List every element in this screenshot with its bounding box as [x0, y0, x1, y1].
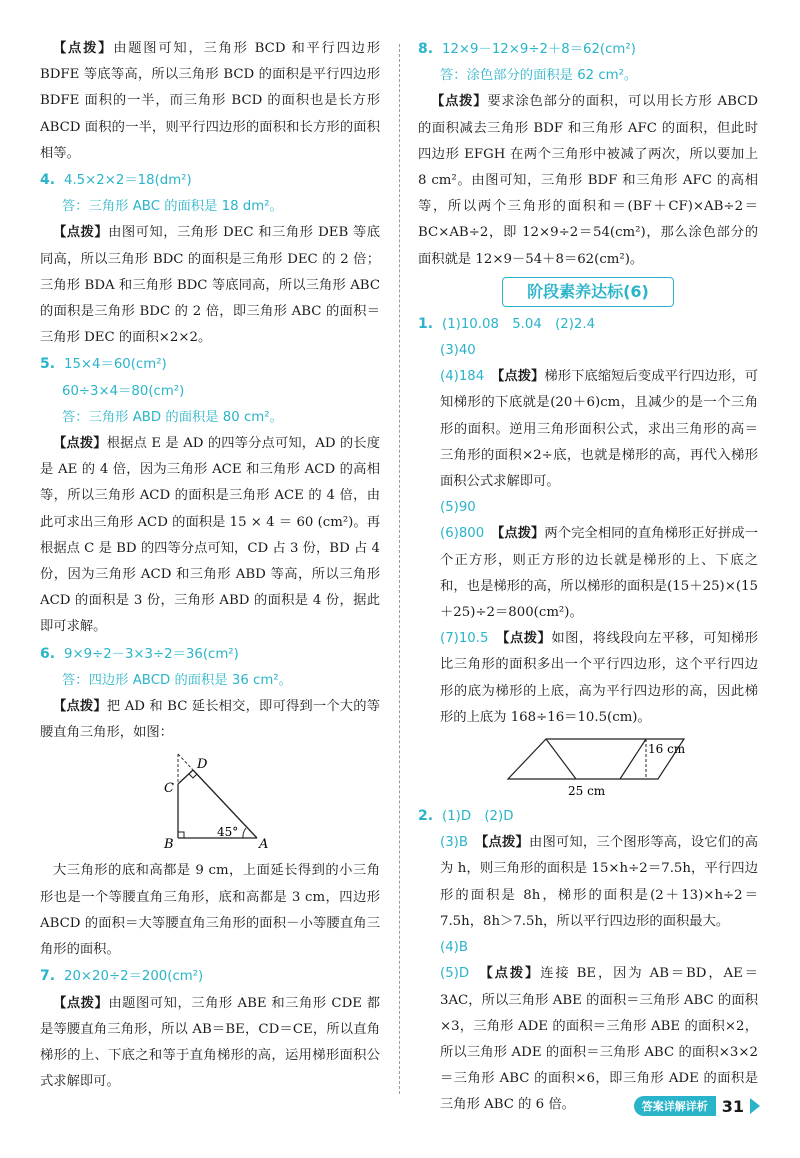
label-angle: 45° — [217, 825, 239, 840]
paragraph-2-3 — [418, 830, 758, 935]
tip-text: 由图可知，三个图形等高，设它们的高为 h，则三角形的面积是 15×h÷2＝7.5h，平行四边形的面积是 8h，梯形的面积是(2＋13)×h÷2＝7.5h，8h＞7.5h，所以平行四边形的面积最大。 — [440, 835, 759, 929]
diagonal-line — [546, 739, 576, 779]
page-number: 31 — [721, 1096, 744, 1116]
answer-6: 答：四边形 ABCD 的面积是 36 cm²。 — [62, 672, 292, 688]
tip-label: 【点拨】 — [481, 835, 529, 851]
question-number: 1. — [418, 315, 434, 332]
tip-label: 【点拨】 — [486, 966, 541, 982]
right-angle-mark — [178, 832, 184, 838]
formula: 15×4＝60(cm²) — [64, 357, 167, 373]
tip-label: 【点拨】 — [431, 94, 488, 110]
base-label: 25 cm — [568, 784, 606, 799]
tip-text: 把 AD 和 BC 延长相交，即可得到一个大的等腰直角三角形，如图： — [40, 699, 381, 741]
answer-8: 答：涂色部分的面积是 62 cm²。 — [440, 68, 638, 84]
question-2 — [418, 803, 758, 830]
formula: 9×9÷2－3×3÷2＝36(cm²) — [64, 646, 239, 662]
tip-label: 【点拨】 — [53, 699, 107, 715]
answer-1-3: (3)40 — [440, 343, 476, 359]
triangle-figure — [145, 748, 275, 856]
right-column — [418, 36, 758, 1119]
question-number: 6. — [40, 645, 56, 662]
question-1 — [418, 311, 758, 338]
tip-text: 梯形下底缩短后变成平行四边形，可知梯形的下底就是(20＋6)cm，且减少的是一个三角形的面积。逆用三角形面积公式，求出三角形的高＝三角形的面积×2÷底，也就是梯形的高，再代入梯形面积公式求解即可。 — [440, 369, 759, 490]
right-angle-mark — [189, 774, 197, 778]
label-b: B — [164, 837, 174, 853]
paragraph-tip-4 — [40, 220, 380, 351]
answer: (1)D (2)D — [442, 809, 514, 825]
question-number: 2. — [418, 808, 434, 825]
footer-label: 答案详解详析 — [634, 1096, 716, 1116]
formula: 12×9－12×9÷2＋8＝62(cm²) — [442, 42, 636, 57]
answer: (7)10.5 — [440, 631, 489, 647]
paragraph-tip-8 — [418, 89, 758, 272]
edge-cd — [178, 770, 193, 784]
tip-text: 连接 BE，因为 AB＝BD，AE＝3AC，所以三角形 ABE 的面积＝三角形 ABC 的面积×3，三角形 ADE 的面积＝三角形 ABE 的面积×2，所以三角形 ADE 的面积＝三角形 ABC 的面积×3×2＝三角形 ABC 的面积×6，即三角形 ADE 的面积是三角形 ABC 的 6 倍。 — [440, 966, 759, 1113]
answer: (5)D — [440, 966, 470, 982]
tip-text: 由图可知，三角形 DEC 和三角形 DEB 等底同高，所以三角形 BDC 的面积是三角形 DEC 的 2 倍；三角形 BDA 和三角形 BDC 等底同高，所以三角形 ABC 的面积是三角形 BDC 的 2 倍，即三角形 ABC 的面积＝三角形 DEC 的面积×2×2。 — [40, 225, 380, 346]
paragraph-1-4 — [418, 364, 758, 495]
answer-1-5: (5)90 — [440, 500, 476, 516]
answer: (6)800 — [440, 526, 485, 542]
angle-arc — [243, 828, 246, 838]
tip-label: 【点拨】 — [53, 41, 114, 56]
tip-label: 【点拨】 — [497, 369, 545, 385]
paragraph-tip-6 — [40, 694, 380, 746]
answer: (1)10.08 5.04 (2)2.4 — [442, 316, 596, 332]
extension-line — [178, 754, 193, 770]
tip-label: 【点拨】 — [53, 436, 107, 452]
paragraph-tip-5 — [40, 431, 380, 641]
paragraph-6b: 大三角形的底和高都是 9 cm，上面延长得到的小三角形也是一个等腰直角三角形，底和高都是 3 cm，四边形 ABCD 的面积＝大等腰直角三角形的面积－小等腰直角三角形的面积。 — [40, 863, 380, 958]
question-5 — [40, 351, 380, 378]
answer-5: 答：三角形 ABD 的面积是 80 cm²。 — [62, 409, 283, 425]
label-c: C — [164, 781, 174, 797]
formula: 4.5×2×2＝18(dm²) — [64, 173, 192, 189]
answer: (3)B — [440, 835, 468, 851]
trapezoid-figure — [488, 733, 688, 801]
shift-line — [620, 739, 646, 779]
arrow-icon — [750, 1098, 760, 1114]
tip-text: 由题图可知，三角形 BCD 和平行四边形 BDFE 等底等高，所以三角形 BCD 的面积是平行四边形 BDFE 面积的一半，而三角形 BCD 的面积也是长方形 ABCD 面积的一半，则平行四边形的面积和长方形的面积相等。 — [40, 41, 380, 161]
tip-text: 两个完全相同的直角梯形正好拼成一个正方形，则正方形的边长就是梯形的上、下底之和，也是梯形的高，所以梯形的面积是(15＋25)×(15＋25)÷2＝800(cm²)。 — [440, 526, 759, 621]
paragraph-tip-3 — [40, 36, 380, 167]
column-divider — [399, 44, 400, 1094]
question-number: 7. — [40, 968, 56, 985]
answer-4: 答：三角形 ABC 的面积是 18 dm²。 — [62, 199, 283, 215]
paragraph-tip-7 — [40, 991, 380, 1096]
question-number: 4. — [40, 172, 56, 189]
question-number: 8. — [418, 41, 434, 57]
tip-label: 【点拨】 — [502, 631, 552, 647]
tip-label: 【点拨】 — [497, 526, 545, 542]
question-6 — [40, 641, 380, 668]
tip-text: 要求涂色部分的面积，可以用长方形 ABCD 的面积减去三角形 BDF 和三角形 AFC 的面积，但此时四边形 EFGH 在两个三角形中被减了两次，所以要加上 8 cm²。由图可知，三角形 BDF 和三角形 AFC 的高相等，所以两个三角形的面积和＝(BF＋CF)×AB÷2＝BC×AB÷2，即 12×9÷2＝54(cm²)，那么涂色部分的面积就是 12×9－54＋8＝62(cm²)。 — [418, 94, 759, 267]
section-title: 阶段素养达标(6) — [502, 277, 674, 307]
question-4 — [40, 167, 380, 194]
question-8 — [418, 36, 758, 63]
tip-text: 由题图可知，三角形 ABE 和三角形 CDE 都是等腰直角三角形，所以 AB＝BE，CD＝CE，所以直角梯形的上、下底之和等于直角梯形的高，运用梯形面积公式求解即可。 — [40, 995, 381, 1090]
height-label: 16 cm — [648, 742, 686, 757]
paragraph-2-5 — [418, 961, 758, 1118]
tip-label: 【点拨】 — [53, 995, 109, 1011]
answer-2-4: (4)B — [440, 940, 468, 956]
formula: 20×20÷2＝200(cm²) — [64, 969, 204, 985]
label-a: A — [259, 837, 269, 853]
tip-label: 【点拨】 — [53, 225, 109, 241]
question-7 — [40, 963, 380, 990]
formula-5b: 60÷3×4＝80(cm²) — [62, 383, 185, 399]
paragraph-1-7 — [418, 626, 758, 731]
paragraph-1-6 — [418, 521, 758, 626]
answer: (4)184 — [440, 369, 485, 385]
footer-badge — [634, 1096, 760, 1116]
question-number: 5. — [40, 356, 56, 373]
left-column — [40, 36, 380, 1095]
tip-text: 根据点 E 是 AD 的四等分点可知，AD 的长度是 AE 的 4 倍，因为三角形 ACE 和三角形 ACD 的高相等，所以三角形 ACD 的面积是三角形 ACE 的 4 倍，由此可求出三角形 ACD 的面积是 15 × 4 ＝ 60 (cm²)。再根据点 C 是 BD 的四等分点可知，CD 占 3 份，BD 占 4 份，因为三角形 ACD 和三角形 ABD 等高，所以三角形 ACD 的面积是 3 份，三角形 ABD 的面积是 4 份，据此即可求解。 — [40, 436, 381, 635]
label-d: D — [197, 757, 208, 773]
tip-text: 如图，将线段向左平移，可知梯形比三角形的面积多出一个平行四边形，这个平行四边形的底为梯形的上底，高为平行四边形的高，因此梯形的上底为 168÷16＝10.5(cm)。 — [440, 631, 759, 725]
